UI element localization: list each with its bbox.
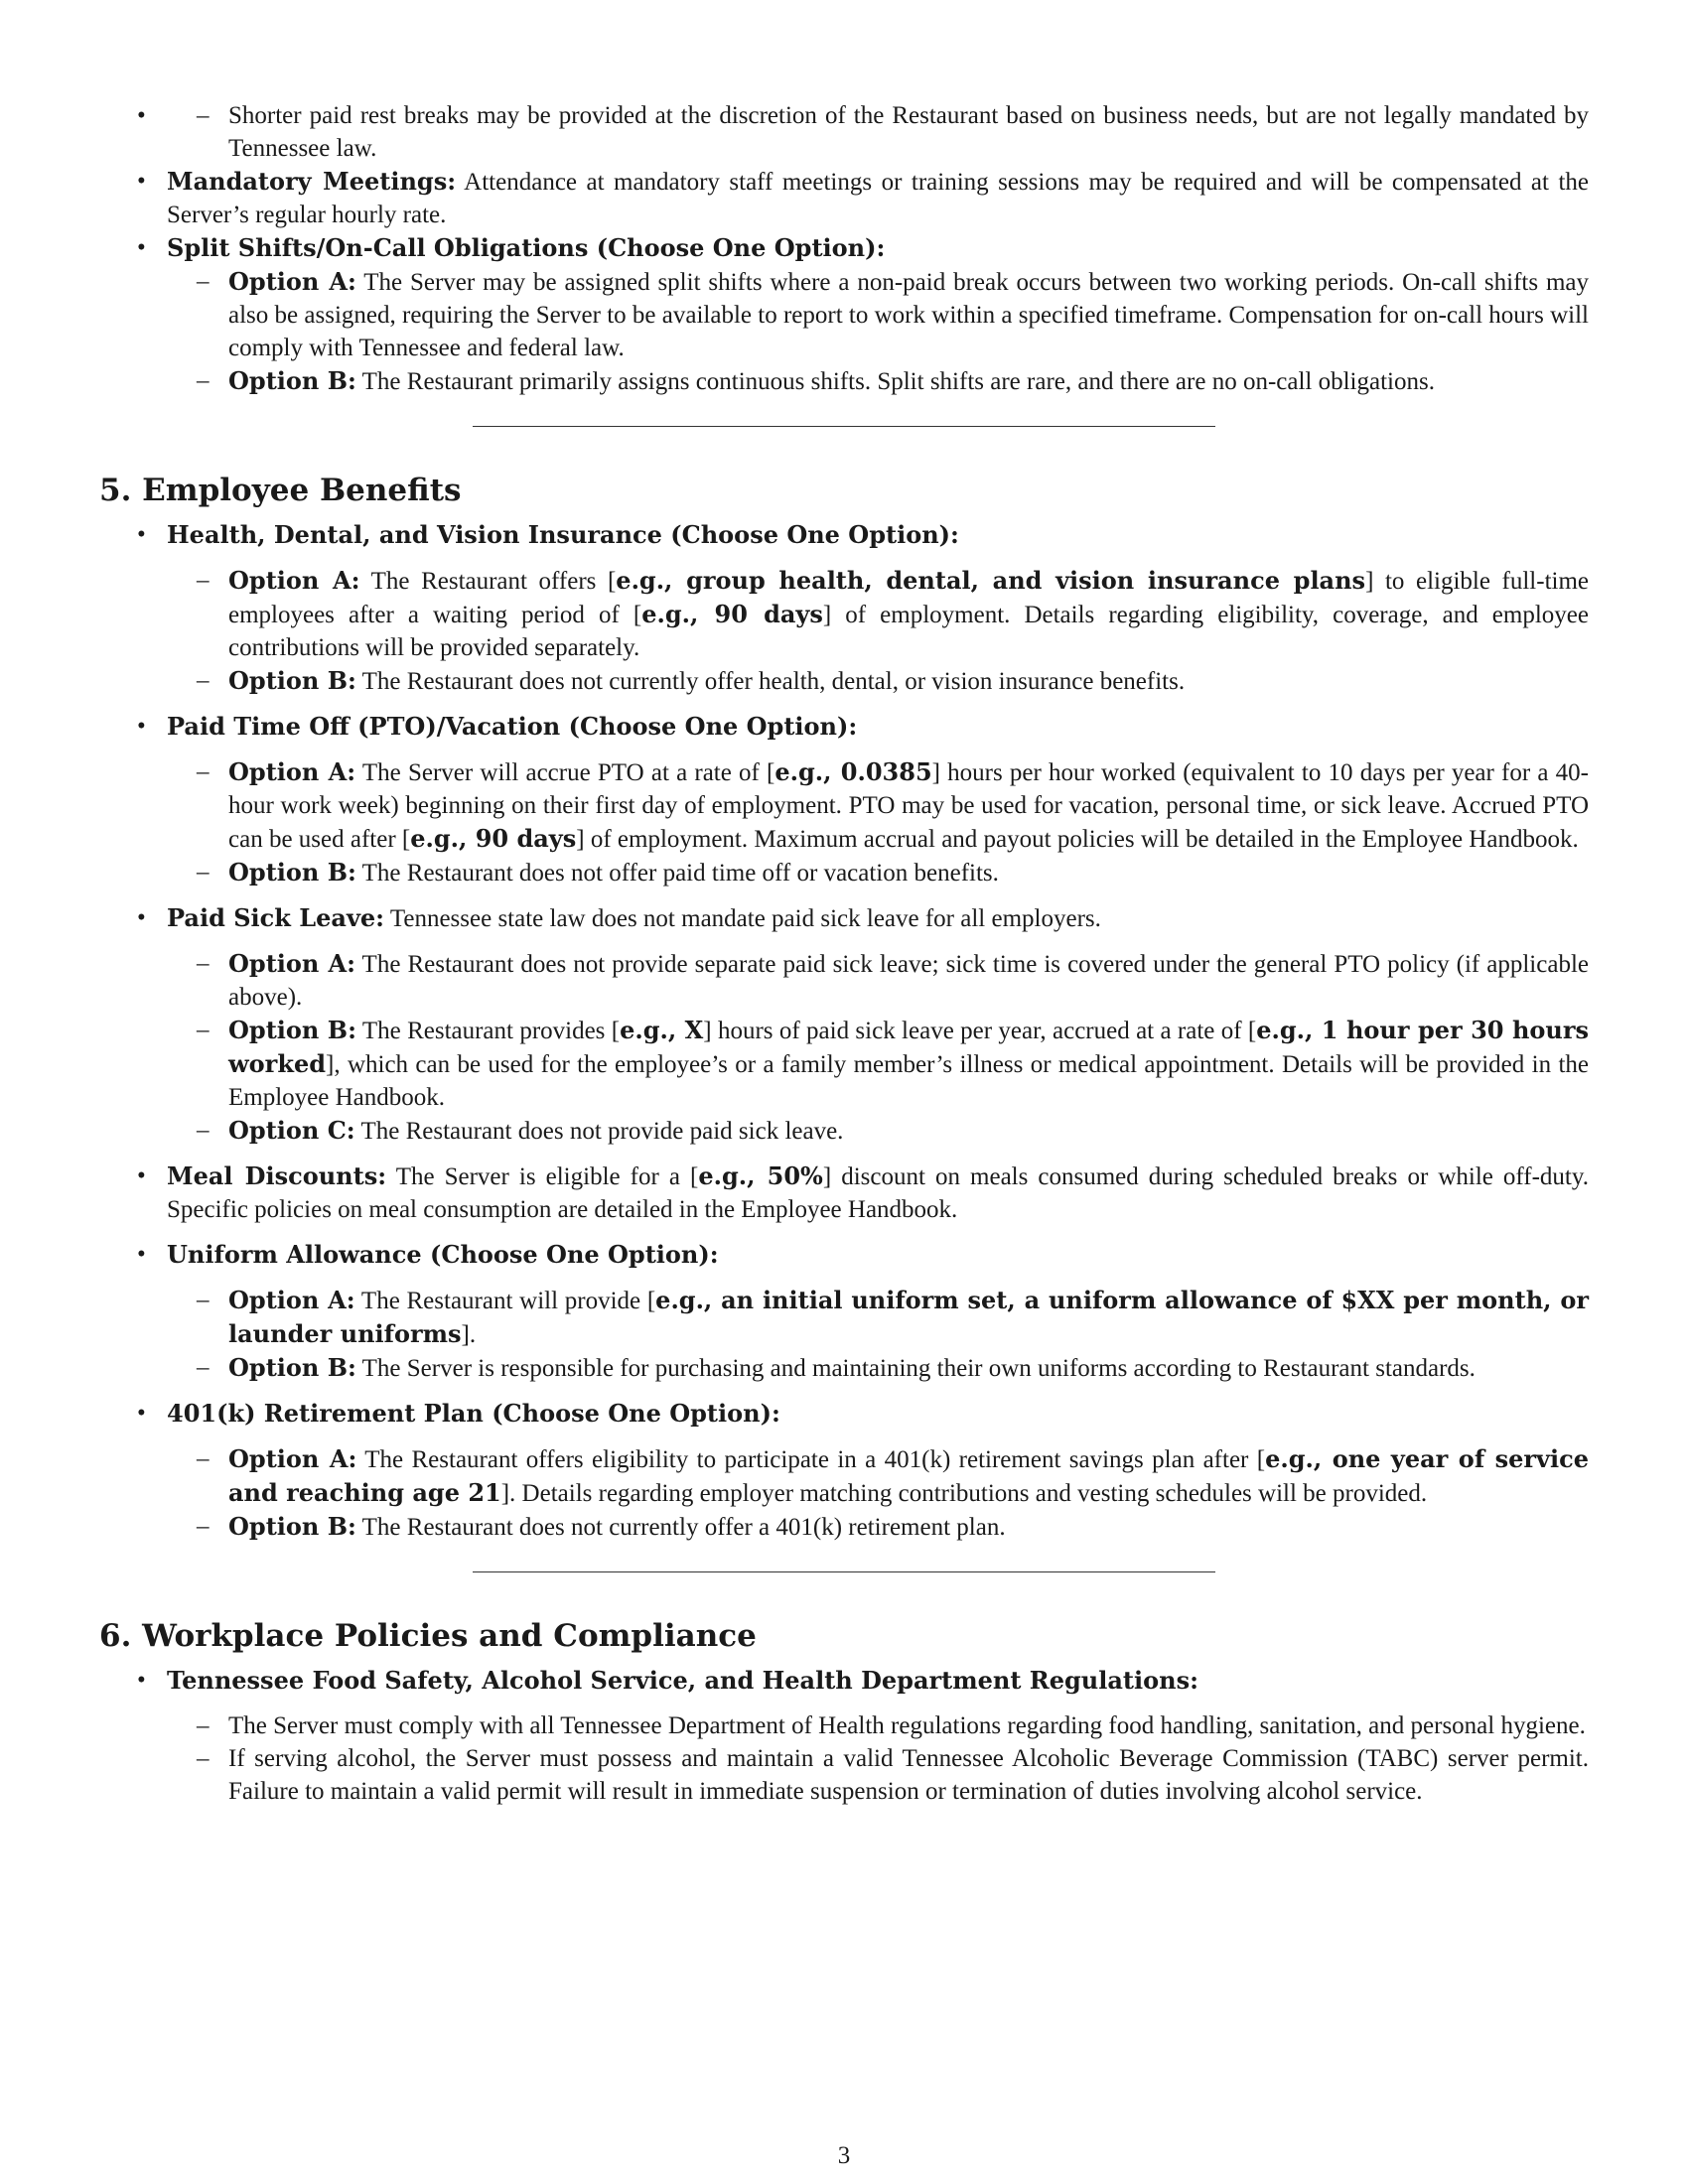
- sick-option-c: – Option C: The Restaurant does not provide paid sick leave.: [99, 1114, 1589, 1148]
- meal-discounts-item: • Meal Discounts: The Server is eligible for a [e.g., 50%] discount on meals consumed during scheduled breaks or while off-duty. Specific policies on meal consumption are detailed in the Employee Handbook.: [99, 1160, 1589, 1226]
- breaks-item: – • Shorter paid rest breaks may be provided at the discretion of the Restaurant based on business needs, but are not legally mandated by Tennessee law.: [99, 99, 1589, 165]
- sick-option-b: – Option B: The Restaurant provides [e.g., X] hours of paid sick leave per year, accrued at a rate of [e.g., 1 hour per 30 hours worked], which can be used for the employee’s or a family member’s illness or medical appointment. Details will be provided in the Employee Handbook.: [99, 1014, 1589, 1114]
- section-divider: [473, 426, 1215, 427]
- benefits-list: [99, 518, 1589, 1544]
- retirement-option-a: – Option A: The Restaurant offers eligibility to participate in a 401(k) retirement savings plan after [e.g., one year of service and reaching age 21]. Details regarding employer matching contributions and vesting schedules will be provided.: [99, 1442, 1589, 1510]
- page-number: 3: [837, 2142, 851, 2169]
- uniform-option-a: – Option A: The Restaurant will provide [e.g., an initial uniform set, a uniform allowance of $XX per month, or launder uniforms].: [99, 1284, 1589, 1351]
- pto-option-b: – Option B: The Restaurant does not offer paid time off or vacation benefits.: [99, 856, 1589, 889]
- top-list: [99, 99, 1589, 398]
- retirement-option-b: – Option B: The Restaurant does not currently offer a 401(k) retirement plan.: [99, 1510, 1589, 1544]
- health-option-b: – Option B: The Restaurant does not currently offer health, dental, or vision insurance benefits.: [99, 664, 1589, 698]
- section-5-heading: 5. Employee Benefits: [99, 473, 462, 508]
- section-6-heading: 6. Workplace Policies and Compliance: [99, 1618, 757, 1654]
- pto-option-a: – Option A: The Server will accrue PTO at a rate of [e.g., 0.0385] hours per hour worked (equivalent to 10 days per year for a 40-hour work week) beginning on their first day of employment. PTO may be used for vacation, personal time, or sick leave. Accrued PTO can be used after [e.g., 90 days] of employment. Maximum accrual and payout policies will be detailed in the Employee Handbook.: [99, 755, 1589, 856]
- section-divider: [473, 1571, 1215, 1572]
- split-shifts-item: • Split Shifts/On-Call Obligations (Choose One Option): – Option A: The Server may be assigned split shifts where a non-paid break occurs between two working periods. On-call shifts may also be assigned, requiring the Server to be available to report to work within a specified timeframe. Compensation for on-call hours will comply with Tennessee and federal law. – Option B: The Restaurant primarily assigns continuous shifts. Split shifts are rare, and there are no on-call obligations.: [99, 231, 1589, 398]
- food-safety-sub-2: – If serving alcohol, the Server must possess and maintain a valid Tennessee Alcoholic Beverage Commission (TABC) server permit. Failure to maintain a valid permit will result in immediate suspension or termination of duties involving alcohol service.: [99, 1742, 1589, 1808]
- split-option-a: – Option A: The Server may be assigned split shifts where a non-paid break occurs between two working periods. On-call shifts may also be assigned, requiring the Server to be available to report to work within a specified timeframe. Compensation for on-call hours will comply with Tennessee and federal law.: [99, 265, 1589, 364]
- list-item: [99, 99, 1589, 165]
- food-safety-sub-1: – The Server must comply with all Tennessee Department of Health regulations regarding food handling, sanitation, and personal hygiene.: [99, 1709, 1589, 1742]
- food-safety-item: • Tennessee Food Safety, Alcohol Service, and Health Department Regulations: – The Server must comply with all Tennessee Department of Health regulations regarding food handling, sanitation, and personal hygiene. – If serving alcohol, the Server must possess and maintain a valid Tennessee Alcoholic Beverage Commission (TABC) server permit. Failure to maintain a valid permit will result in immediate suspension or termination of duties involving alcohol service.: [99, 1664, 1589, 1808]
- sick-option-a: – Option A: The Restaurant does not provide separate paid sick leave; sick time is covered under the general PTO policy (if applicable above).: [99, 947, 1589, 1014]
- uniform-allowance-item: • Uniform Allowance (Choose One Option): – Option A: The Restaurant will provide [e.g., an initial uniform set, a uniform allowance of $XX per month, or launder uniforms]. – Option B: The Server is responsible for purchasing and maintaining their own uniforms according to Restaurant standards.: [99, 1238, 1589, 1385]
- health-option-a: – Option A: The Restaurant offers [e.g., group health, dental, and vision insurance plans] to eligible full-time employees after a waiting period of [e.g., 90 days] of employment. Details regarding eligibility, coverage, and employee contributions will be provided separately.: [99, 564, 1589, 664]
- uniform-option-b: – Option B: The Server is responsible for purchasing and maintaining their own uniforms according to Restaurant standards.: [99, 1351, 1589, 1385]
- split-option-b: – Option B: The Restaurant primarily assigns continuous shifts. Split shifts are rare, and there are no on-call obligations.: [99, 364, 1589, 398]
- mandatory-meetings-item: • Mandatory Meetings: Attendance at mandatory staff meetings or training sessions may be required and will be compensated at the Server’s regular hourly rate.: [99, 165, 1589, 231]
- sick-leave-item: • Paid Sick Leave: Tennessee state law does not mandate paid sick leave for all employers. – Option A: The Restaurant does not provide separate paid sick leave; sick time is covered under the general PTO policy (if applicable above). – Option B: The Restaurant provides [e.g., X] hours of paid sick leave per year, accrued at a rate of [e.g., 1 hour per 30 hours worked], which can be used for the employee’s or a family member’s illness or medical appointment. Details will be provided in the Employee Handbook. – Option C: The Restaurant does not provide paid sick leave.: [99, 901, 1589, 1148]
- policies-list: [99, 1664, 1589, 1808]
- health-insurance-item: • Health, Dental, and Vision Insurance (Choose One Option): – Option A: The Restaurant offers [e.g., group health, dental, and vision insurance plans] to eligible full-time employees after a waiting period of [e.g., 90 days] of employment. Details regarding eligibility, coverage, and employee contributions will be provided separately. – Option B: The Restaurant does not currently offer health, dental, or vision insurance benefits.: [99, 518, 1589, 698]
- pto-item: • Paid Time Off (PTO)/Vacation (Choose One Option): – Option A: The Server will accrue PTO at a rate of [e.g., 0.0385] hours per hour worked (equivalent to 10 days per year for a 40-hour work week) beginning on their first day of employment. PTO may be used for vacation, personal time, or sick leave. Accrued PTO can be used after [e.g., 90 days] of employment. Maximum accrual and payout policies will be detailed in the Employee Handbook. – Option B: The Restaurant does not offer paid time off or vacation benefits.: [99, 710, 1589, 889]
- retirement-plan-item: • 401(k) Retirement Plan (Choose One Option): – Option A: The Restaurant offers eligibility to participate in a 401(k) retirement savings plan after [e.g., one year of service and reaching age 21]. Details regarding employer matching contributions and vesting schedules will be provided. – Option B: The Restaurant does not currently offer a 401(k) retirement plan.: [99, 1397, 1589, 1544]
- document-page: [99, 99, 1589, 1808]
